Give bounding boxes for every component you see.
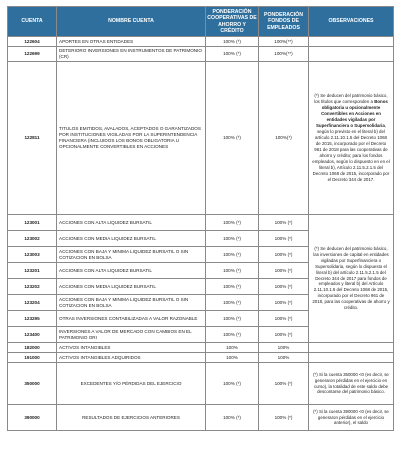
coop-weight: 100% (*) <box>206 279 259 295</box>
fondos-weight: 100% (*) <box>259 405 309 431</box>
observation-inversiones-capital: (*) Se deducen del patrimonio básico, las inversiones de capital en entidades vigiladas por Superfinanciera o Supersolidaria, según lo dispuesto el literal b) del artículo 2.11.5.2.1.5 del Decreto 344 de 2017 para fondos de empleados y literal b) del Artículo 2.11.10.1.5 del Decreto 1068 de 2015, incorporado por el Decreto 961 de 2018, para las cooperativas de ahorro y crédito. <box>309 215 394 343</box>
coop-weight: 100% (*) <box>206 327 259 343</box>
account-name: ACCIONES CON MEDIA LIQUIDEZ BURSATIL <box>57 231 206 247</box>
account-name: EXCEDENTES Y/O PÉRDIDAS DEL EJERCICIO <box>57 363 206 405</box>
observation-cell <box>309 47 394 62</box>
observation-cell <box>309 343 394 353</box>
fondos-weight: 100% (*) <box>259 295 309 311</box>
coop-weight: 100% <box>206 353 259 363</box>
table-row <box>8 405 394 431</box>
account-name: ACCIONES CON ALTA LIQUIDEZ BURSATIL <box>57 263 206 279</box>
fondos-weight: 100% (*) <box>259 247 309 263</box>
account-name: APORTES EN OTRAS ENTIDADES <box>57 37 206 47</box>
fondos-weight: 100% (*) <box>259 215 309 231</box>
account-code: 122811 <box>8 62 57 215</box>
coop-weight: 100% (*) <box>206 405 259 431</box>
account-name: RESULTADOS DE EJERCICIOS ANTERIORES <box>57 405 206 431</box>
fondos-weight: 100%(**) <box>259 37 309 47</box>
account-name: ACCIONES CON ALTA LIQUIDEZ BURSATIL <box>57 215 206 231</box>
coop-weight: 100% (*) <box>206 363 259 405</box>
header-cuenta: CUENTA <box>8 7 57 37</box>
coop-weight: 100% (*) <box>206 47 259 62</box>
account-code: 390000 <box>8 405 57 431</box>
coop-weight: 100% (*) <box>206 231 259 247</box>
account-code: 123001 <box>8 215 57 231</box>
coop-weight: 100% (*) <box>206 295 259 311</box>
header-nombre-cuenta: NOMBRE CUENTA <box>57 7 206 37</box>
account-code: 123002 <box>8 231 57 247</box>
observation-resultados: (*) Si la cuenta 390000 <0 (es decir, se generaron pérdidas en el ejercicio anterior), el saldo <box>309 405 394 431</box>
fondos-weight: 100% (*) <box>259 311 309 327</box>
coop-weight: 100% (*) <box>206 263 259 279</box>
account-code: 350000 <box>8 363 57 405</box>
header-row <box>8 7 394 37</box>
account-code: 123400 <box>8 327 57 343</box>
account-code: 123201 <box>8 263 57 279</box>
fondos-weight: 100% <box>259 343 309 353</box>
account-code: 191000 <box>8 353 57 363</box>
table-row <box>8 353 394 363</box>
observation-excedentes: (*) Si la cuenta 350000 <0 (es decir, se generaron pérdidas en el ejercicio en curso), la totalidad de este saldo debe descontarse del patrimonio básico. <box>309 363 394 405</box>
coop-weight: 100% <box>206 343 259 353</box>
fondos-weight: 100%(*) <box>259 62 309 215</box>
weighting-table <box>7 6 394 431</box>
table-row <box>8 363 394 405</box>
coop-weight: 100% (*) <box>206 62 259 215</box>
observation-bonos-text-rest: , según lo previsto en el literal b) del artículo 2.11.10.1.5 del Decreto 1068 de 2015, incorporado por el Decreto 961 de 2018 para las cooperativas de ahorro y crédito; para los fondos empleados, según lo dispuesto en en el literal b), Artículo 2.11.5.2.1.5 del Decreto 1068 de 2015, incorporado por el Decreto 344 de 2017. <box>312 123 390 182</box>
account-name: ACCIONES CON BAJA Y MINIMA LIQUIDEZ BURSATIL O SIN COTIZACION EN BOLSA <box>57 295 206 311</box>
fondos-weight: 100% (*) <box>259 363 309 405</box>
observation-bonos <box>309 62 394 215</box>
observation-bonos-bold: Bonos obligatoria u opcionalmente Convertibles en Acciones en entidades vigiladas por Superfinanciera o Supersolidaria <box>315 99 388 129</box>
coop-weight: 100% (*) <box>206 215 259 231</box>
account-name: DETERIORO INVERSIONES EN INSTRUMENTOS DE PATRIMONIO (CR) <box>57 47 206 62</box>
account-code: 123204 <box>8 295 57 311</box>
table-row <box>8 215 394 231</box>
table-row <box>8 37 394 47</box>
header-ponderacion-fondos: PONDERACIÓN FONDOS DE EMPLEADOS <box>259 7 309 37</box>
account-code: 122604 <box>8 37 57 47</box>
fondos-weight: 100% (*) <box>259 263 309 279</box>
fondos-weight: 100% <box>259 353 309 363</box>
observation-cell <box>309 353 394 363</box>
fondos-weight: 100% (*) <box>259 327 309 343</box>
fondos-weight: 100%(**) <box>259 47 309 62</box>
account-code: 123003 <box>8 247 57 263</box>
coop-weight: 100% (*) <box>206 311 259 327</box>
fondos-weight: 100% (*) <box>259 279 309 295</box>
table-row <box>8 62 394 215</box>
table-row <box>8 47 394 62</box>
account-name: TITULOS EMITIDOS, AVALADOS, ACEPTADOS O GARANTIZADOS POR INSTITUCIONES VIGILADAS POR LA SUPERINTENDENCIA FINANCIERA (INCLUIDOS LOS BONOS OBLIGATORIA U OPCIONALMENTE CONVERTIBLES EN ACCIONES <box>57 62 206 215</box>
account-name: ACCIONES CON BAJA Y MINIMA LIQUIDEZ BURSATIL O SIN COTIZACION EN BOLSA <box>57 247 206 263</box>
fondos-weight: 100% (*) <box>259 231 309 247</box>
account-code: 123202 <box>8 279 57 295</box>
account-name: OTRAS INVERSIONES CONTABILIZADAS A VALOR RAZONABLE <box>57 311 206 327</box>
account-code: 123295 <box>8 311 57 327</box>
account-name: ACCIONES CON MEDIA LIQUIDEZ BURSATIL <box>57 279 206 295</box>
observation-cell <box>309 37 394 47</box>
account-name: ACTIVOS INTANGIBLES <box>57 343 206 353</box>
header-ponderacion-cooperativas: PONDERACIÓN COOPERATIVAS DE AHORRO Y CRÉDITO <box>206 7 259 37</box>
observation-bonos-text: (*) Se deducen del patrimonio básico, los títulos que corresponden a <box>314 93 388 105</box>
table-row <box>8 343 394 353</box>
account-name: INVERSIONES A VALOR DE MERCADO CON CAMBIOS EN EL PATRIMONIO ORI <box>57 327 206 343</box>
coop-weight: 100% (*) <box>206 247 259 263</box>
account-code: 122699 <box>8 47 57 62</box>
account-name: ACTIVOS INTANGIBLES ADQUIRIDOS <box>57 353 206 363</box>
account-code: 182000 <box>8 343 57 353</box>
header-observaciones: OBSERVACIONES <box>309 7 394 37</box>
coop-weight: 100% (*) <box>206 37 259 47</box>
